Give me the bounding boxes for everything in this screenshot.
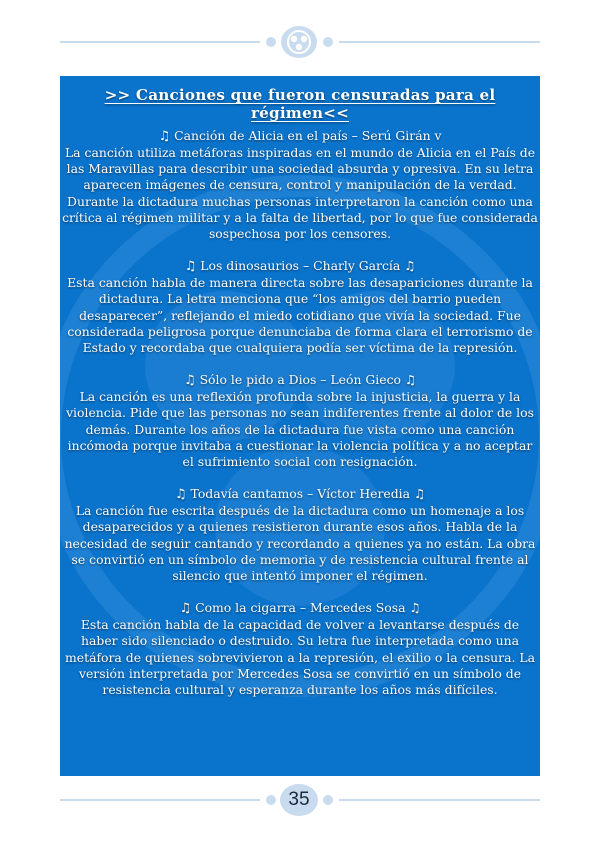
header-rule-right: [339, 41, 540, 43]
song-title-text: Canción de Alicia en el país – Serú Girán v: [174, 128, 442, 143]
song-title: [60, 128, 540, 145]
song-title: [60, 258, 540, 275]
song-title: [60, 600, 540, 617]
header-rule-left: [60, 41, 260, 43]
footer-rule-right: [339, 799, 540, 801]
music-note-icon: ♫: [183, 373, 196, 389]
music-note-icon: ♫: [158, 129, 171, 144]
flower-emblem-icon: [281, 26, 317, 58]
song-title: [60, 486, 540, 503]
song-entry: [60, 128, 540, 242]
header-dot-right: [323, 37, 333, 47]
music-note-icon: ♫: [184, 259, 197, 275]
footer-dot-left: [266, 795, 276, 805]
song-title: [60, 372, 540, 389]
content-panel: [60, 76, 540, 776]
song-title-text: Los dinosaurios – Charly García ♫: [200, 258, 416, 274]
song-description: La canción utiliza metáforas inspiradas en el mundo de Alicia en el País de las Maravillas para describir una sociedad absurda y opresiva. En su letra aparecen imágenes de censura, control y manipulación de la verdad. Durante la dictadura muchas personas interpretaron la canción como una crítica al régimen militar y a la falta de libertad, por lo que fue considerada sospechosa por los censores.: [62, 145, 538, 242]
song-description: La canción fue escrita después de la dictadura como un homenaje a los desaparecidos y a quienes resistieron durante esos años. Habla de la necesidad de seguir cantando y recordando a quienes ya no están. La obra se convirtió en un símbolo de memoria y de resistencia cultural frente al silencio que intentó imponer el régimen.: [64, 503, 536, 584]
footer-rule-left: [60, 799, 260, 801]
song-description: Esta canción habla de manera directa sobre las desapariciones durante la dictadura. La letra menciona que “los amigos del barrio pueden desaparecer”, reflejando el miedo cotidiano que vivía la sociedad. Fue considerada peligrosa porque denunciaba de forma clara el terrorismo de Estado y recordaba que cualquiera podía ser víctima de la represión.: [67, 275, 533, 356]
page-title: >> Canciones que fueron censuradas para el régimen<<: [104, 86, 496, 122]
song-title-text: Como la cigarra – Mercedes Sosa ♫: [195, 600, 421, 616]
page-number: 35: [280, 784, 318, 816]
song-entry: [60, 600, 540, 698]
song-description: La canción es una reflexión profunda sobre la injusticia, la guerra y la violencia. Pide que las personas no sean indiferentes frente al dolor de los demás. Durante los años de la dictadura fue vista como una canción incómoda porque invitaba a cuestionar la violencia política y a no aceptar el sufrimiento social con resignación.: [66, 389, 534, 470]
song-entry: [60, 258, 540, 356]
music-note-icon: ♫: [179, 601, 192, 617]
header-dot-left: [266, 37, 276, 47]
song-entry: [60, 372, 540, 470]
content-body: [60, 86, 540, 714]
song-title-text: Todavía cantamos – Víctor Heredia ♫: [190, 486, 426, 502]
song-entry: [60, 486, 540, 584]
music-note-icon: ♫: [174, 487, 187, 503]
song-description: Esta canción habla de la capacidad de volver a levantarse después de haber sido silenciado o destruido. Su letra fue interpretada como una metáfora de quienes sobrevivieron a la represión, el exilio o la censura. La versión interpretada por Mercedes Sosa se convirtió en un símbolo de resistencia cultural y esperanza durante los años más difíciles.: [65, 617, 535, 698]
footer-dot-right: [323, 795, 333, 805]
song-title-text: Sólo le pido a Dios – León Gieco ♫: [199, 372, 417, 388]
